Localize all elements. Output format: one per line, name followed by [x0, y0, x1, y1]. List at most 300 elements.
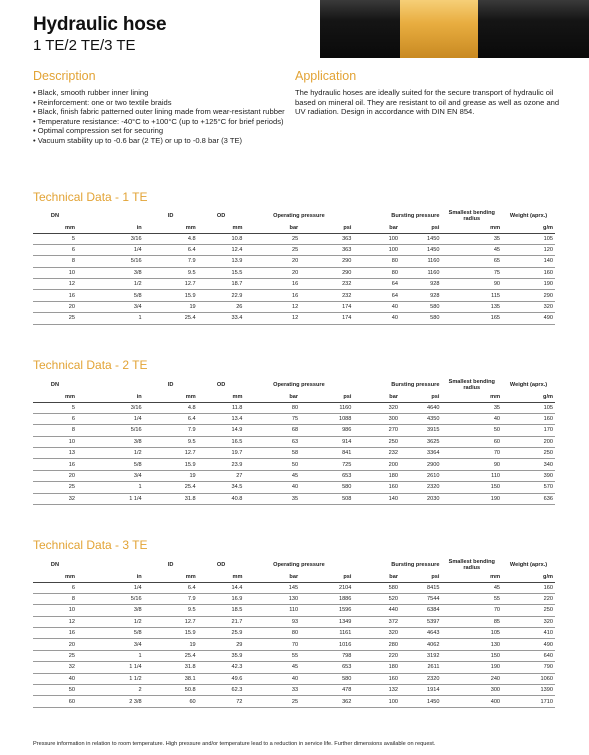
list-item: • Black, finish fabric patterned outer lining made from wear-resistant rubber	[33, 107, 288, 117]
table-cell: 320	[353, 402, 400, 413]
table-cell: 1 1/4	[77, 493, 144, 504]
table-cell: 115	[441, 290, 502, 301]
table-cell: 6.4	[144, 244, 198, 255]
table-cell: 160	[502, 413, 555, 424]
unit-label: in	[77, 223, 144, 233]
table-cell: 363	[300, 233, 353, 244]
hose-band	[400, 0, 478, 58]
table-cell: 45	[244, 662, 300, 673]
unit-label: bar	[353, 392, 400, 402]
table-cell: 20	[33, 301, 77, 312]
unit-label: mm	[198, 572, 245, 582]
application-text: The hydraulic hoses are ideally suited for the secure transport of hydraulic oil based on mineral oil. They are resistant to oil and grease as well as ozone and UV radiation. Design in accordance with DIN EN 854.	[295, 88, 560, 117]
table-cell: 5/8	[77, 459, 144, 470]
table-cell: 570	[502, 482, 555, 493]
table-cell: 50	[33, 685, 77, 696]
table-cell: 19	[144, 639, 198, 650]
table-cell: 3625	[400, 436, 441, 447]
table-cell: 15.9	[144, 628, 198, 639]
table-cell: 5	[33, 233, 77, 244]
table-cell: 90	[441, 279, 502, 290]
table-cell: 1160	[400, 256, 441, 267]
table-cell: 2104	[300, 582, 353, 593]
table-row	[33, 662, 555, 673]
table-cell: 240	[441, 673, 502, 684]
table-cell: 250	[502, 448, 555, 459]
table-cell: 400	[441, 696, 502, 707]
table-cell: 4062	[400, 639, 441, 650]
table-row	[33, 616, 555, 627]
table-cell: 160	[502, 582, 555, 593]
table-cell: 250	[502, 605, 555, 616]
table-row	[33, 628, 555, 639]
table-cell: 1/4	[77, 413, 144, 424]
table-cell: 270	[353, 425, 400, 436]
table-cell: 640	[502, 650, 555, 661]
table-cell: 7.9	[144, 593, 198, 604]
unit-label: bar	[353, 572, 400, 582]
unit-label: in	[77, 392, 144, 402]
table-cell: 174	[300, 301, 353, 312]
table-cell: 5397	[400, 616, 441, 627]
table-cell: 12.7	[144, 279, 198, 290]
hose-illustration	[320, 0, 589, 62]
column-header-radius: Smallest bending radius	[448, 558, 495, 571]
table-cell: 29	[198, 639, 245, 650]
page-title: Hydraulic hose	[33, 14, 167, 35]
table-cell: 25.4	[144, 482, 198, 493]
table-cell: 12	[244, 301, 300, 312]
table-cell: 130	[441, 639, 502, 650]
table-cell: 3364	[400, 448, 441, 459]
table-cell: 320	[502, 616, 555, 627]
table-row	[33, 685, 555, 696]
table-cell: 85	[441, 616, 502, 627]
table-cell: 841	[300, 448, 353, 459]
table-cell: 25	[244, 244, 300, 255]
table-cell: 5/16	[77, 593, 144, 604]
column-header-burst: Bursting pressure	[391, 212, 440, 219]
unit-label: mm	[198, 223, 245, 233]
table-cell: 72	[198, 696, 245, 707]
table-cell: 80	[353, 267, 400, 278]
table-cell: 10	[33, 605, 77, 616]
table-cell: 290	[502, 290, 555, 301]
table-cell: 60	[441, 436, 502, 447]
table-cell: 25	[33, 482, 77, 493]
table-cell: 2 3/8	[77, 696, 144, 707]
table-cell: 410	[502, 628, 555, 639]
table-cell: 35	[441, 402, 502, 413]
page-subtitle: 1 TE/2 TE/3 TE	[33, 37, 136, 54]
table-cell: 2	[77, 685, 144, 696]
table-cell: 20	[33, 639, 77, 650]
table-cell: 390	[502, 470, 555, 481]
table-cell: 798	[300, 650, 353, 661]
table-cell: 8	[33, 256, 77, 267]
table-cell: 1	[77, 482, 144, 493]
table-cell: 6.4	[144, 413, 198, 424]
table-cell: 12	[33, 279, 77, 290]
table-row	[33, 593, 555, 604]
table-cell: 45	[441, 244, 502, 255]
column-header-burst: Bursting pressure	[391, 381, 440, 388]
table-cell: 50	[441, 425, 502, 436]
table-row	[33, 233, 555, 244]
unit-label: psi	[300, 392, 353, 402]
table-cell: 63	[244, 436, 300, 447]
table-cell: 25	[33, 313, 77, 324]
table-cell: 105	[502, 233, 555, 244]
table-cell: 16	[33, 628, 77, 639]
column-header-radius: Smallest bending radius	[448, 209, 495, 222]
table-cell: 70	[441, 605, 502, 616]
table-cell: 15.5	[198, 267, 245, 278]
column-header-dn: DN	[50, 381, 60, 388]
table-cell: 580	[353, 582, 400, 593]
table-cell: 55	[441, 593, 502, 604]
tech-table-heading: Technical Data - 1 TE	[33, 190, 148, 204]
table-cell: 25	[244, 233, 300, 244]
table-cell: 25	[244, 696, 300, 707]
unit-label: g/m	[502, 572, 555, 582]
table-row	[33, 313, 555, 324]
unit-label: bar	[244, 223, 300, 233]
table-cell: 31.8	[144, 493, 198, 504]
table-cell: 363	[300, 244, 353, 255]
table-cell: 160	[353, 673, 400, 684]
table-cell: 16	[244, 279, 300, 290]
table-cell: 60	[33, 696, 77, 707]
table-row	[33, 448, 555, 459]
table-cell: 35	[441, 233, 502, 244]
column-header-radius: Smallest bending radius	[448, 378, 495, 391]
column-header-op: Operating pressure	[273, 212, 325, 219]
table-cell: 1/2	[77, 279, 144, 290]
unit-label: psi	[400, 572, 441, 582]
table-cell: 16	[33, 290, 77, 301]
table-cell: 8	[33, 425, 77, 436]
table-cell: 32	[33, 493, 77, 504]
unit-label: psi	[300, 223, 353, 233]
table-cell: 580	[300, 482, 353, 493]
column-header-od: OD	[216, 212, 226, 219]
table-cell: 64	[353, 279, 400, 290]
table-cell: 2900	[400, 459, 441, 470]
table-cell: 15.9	[144, 459, 198, 470]
table-cell: 220	[502, 593, 555, 604]
table-cell: 1390	[502, 685, 555, 696]
table-cell: 1160	[300, 402, 353, 413]
table-cell: 165	[441, 313, 502, 324]
table-cell: 3/8	[77, 436, 144, 447]
column-header-op: Operating pressure	[273, 561, 325, 568]
unit-label: psi	[300, 572, 353, 582]
table-cell: 45	[244, 470, 300, 481]
table-cell: 20	[244, 267, 300, 278]
table-cell: 1450	[400, 244, 441, 255]
tech-table	[33, 377, 555, 505]
column-header-weight: Weight (aprx.)	[509, 561, 548, 568]
table-row	[33, 605, 555, 616]
table-cell: 4643	[400, 628, 441, 639]
table-cell: 80	[353, 256, 400, 267]
table-cell: 40	[353, 313, 400, 324]
footnote: Pressure information in relation to room temperature. High pressure and/or temperature lead to a reduction in service life. Further dimensions available on request.	[33, 741, 436, 747]
table-cell: 18.7	[198, 279, 245, 290]
tech-table	[33, 208, 555, 325]
table-cell: 13	[33, 448, 77, 459]
table-cell: 70	[244, 639, 300, 650]
table-cell: 40	[353, 301, 400, 312]
table-cell: 3/4	[77, 470, 144, 481]
table-row	[33, 582, 555, 593]
table-row	[33, 696, 555, 707]
table-cell: 928	[400, 290, 441, 301]
table-cell: 100	[353, 696, 400, 707]
table-cell: 300	[353, 413, 400, 424]
table-cell: 440	[353, 605, 400, 616]
unit-label: mm	[198, 392, 245, 402]
table-cell: 93	[244, 616, 300, 627]
table-cell: 1914	[400, 685, 441, 696]
table-cell: 40	[33, 673, 77, 684]
table-cell: 12.7	[144, 616, 198, 627]
table-cell: 1 1/2	[77, 673, 144, 684]
column-header-burst: Bursting pressure	[391, 561, 440, 568]
table-cell: 16	[33, 459, 77, 470]
table-cell: 3/16	[77, 402, 144, 413]
table-cell: 580	[400, 313, 441, 324]
table-cell: 1886	[300, 593, 353, 604]
description-heading: Description	[33, 69, 96, 83]
table-cell: 8	[33, 593, 77, 604]
table-cell: 636	[502, 493, 555, 504]
table-cell: 174	[300, 313, 353, 324]
column-header-id: ID	[167, 212, 174, 219]
unit-label: mm	[33, 572, 77, 582]
table-cell: 120	[502, 244, 555, 255]
table-cell: 1/2	[77, 448, 144, 459]
table-cell: 19.7	[198, 448, 245, 459]
table-cell: 60	[144, 696, 198, 707]
table-cell: 16	[244, 290, 300, 301]
table-cell: 190	[441, 493, 502, 504]
table-cell: 1/4	[77, 244, 144, 255]
table-cell: 7.9	[144, 425, 198, 436]
table-cell: 45	[441, 582, 502, 593]
table-cell: 5/16	[77, 425, 144, 436]
column-header-empty	[77, 377, 144, 392]
table-cell: 3/4	[77, 639, 144, 650]
table-cell: 180	[353, 662, 400, 673]
unit-label: in	[77, 572, 144, 582]
table-cell: 372	[353, 616, 400, 627]
table-cell: 18.5	[198, 605, 245, 616]
tech-table	[33, 557, 555, 708]
table-cell: 65	[441, 256, 502, 267]
table-cell: 11.8	[198, 402, 245, 413]
column-header-id: ID	[167, 561, 174, 568]
table-cell: 40	[244, 482, 300, 493]
unit-label: mm	[441, 223, 502, 233]
table-cell: 49.6	[198, 673, 245, 684]
table-cell: 14.4	[198, 582, 245, 593]
table-cell: 3/4	[77, 301, 144, 312]
table-cell: 3/8	[77, 267, 144, 278]
table-cell: 725	[300, 459, 353, 470]
table-cell: 25	[33, 650, 77, 661]
unit-label: mm	[33, 223, 77, 233]
table-cell: 1016	[300, 639, 353, 650]
table-cell: 1596	[300, 605, 353, 616]
table-cell: 34.5	[198, 482, 245, 493]
unit-label: psi	[400, 392, 441, 402]
unit-label: bar	[353, 223, 400, 233]
table-cell: 150	[441, 650, 502, 661]
table-cell: 62.3	[198, 685, 245, 696]
table-cell: 928	[400, 279, 441, 290]
table-cell: 320	[502, 301, 555, 312]
table-cell: 105	[441, 628, 502, 639]
table-cell: 340	[502, 459, 555, 470]
table-cell: 40	[441, 413, 502, 424]
table-cell: 38.1	[144, 673, 198, 684]
unit-label: mm	[144, 223, 198, 233]
table-cell: 490	[502, 639, 555, 650]
table-cell: 3/16	[77, 233, 144, 244]
table-cell: 80	[244, 628, 300, 639]
table-row	[33, 493, 555, 504]
description-list	[33, 88, 288, 146]
table-cell: 1 1/4	[77, 662, 144, 673]
table-cell: 2030	[400, 493, 441, 504]
unit-label: bar	[244, 572, 300, 582]
table-cell: 1349	[300, 616, 353, 627]
table-cell: 5/16	[77, 256, 144, 267]
tech-table-heading: Technical Data - 3 TE	[33, 538, 148, 552]
table-cell: 23.9	[198, 459, 245, 470]
table-cell: 4.8	[144, 402, 198, 413]
column-header-od: OD	[216, 561, 226, 568]
table-row	[33, 436, 555, 447]
table-cell: 13.9	[198, 256, 245, 267]
table-row	[33, 256, 555, 267]
table-cell: 35	[244, 493, 300, 504]
table-cell: 200	[353, 459, 400, 470]
table-cell: 20	[244, 256, 300, 267]
table-row	[33, 673, 555, 684]
table-cell: 280	[353, 639, 400, 650]
table-cell: 130	[244, 593, 300, 604]
table-cell: 1	[77, 650, 144, 661]
table-cell: 150	[441, 482, 502, 493]
table-cell: 110	[244, 605, 300, 616]
column-header-op: Operating pressure	[273, 381, 325, 388]
table-cell: 33.4	[198, 313, 245, 324]
table-cell: 19	[144, 470, 198, 481]
table-cell: 21.7	[198, 616, 245, 627]
table-cell: 20	[33, 470, 77, 481]
table-cell: 6	[33, 413, 77, 424]
table-cell: 1450	[400, 233, 441, 244]
list-item: • Vacuum stability up to -0.6 bar (2 TE) or up to -0.8 bar (3 TE)	[33, 136, 288, 146]
table-cell: 232	[300, 290, 353, 301]
table-cell: 180	[353, 470, 400, 481]
table-cell: 35.9	[198, 650, 245, 661]
table-row	[33, 459, 555, 470]
table-row	[33, 301, 555, 312]
table-cell: 100	[353, 244, 400, 255]
table-cell: 1	[77, 313, 144, 324]
table-cell: 135	[441, 301, 502, 312]
table-cell: 1710	[502, 696, 555, 707]
table-row	[33, 482, 555, 493]
table-cell: 50.8	[144, 685, 198, 696]
column-header-weight: Weight (aprx.)	[509, 212, 548, 219]
table-cell: 16.5	[198, 436, 245, 447]
table-cell: 653	[300, 662, 353, 673]
table-cell: 140	[502, 256, 555, 267]
table-row	[33, 279, 555, 290]
table-cell: 200	[502, 436, 555, 447]
table-cell: 4640	[400, 402, 441, 413]
table-row	[33, 425, 555, 436]
unit-label: mm	[441, 392, 502, 402]
table-cell: 3/8	[77, 605, 144, 616]
table-cell: 5	[33, 402, 77, 413]
table-cell: 12.4	[198, 244, 245, 255]
table-cell: 580	[400, 301, 441, 312]
application-heading: Application	[295, 69, 357, 83]
table-cell: 6	[33, 244, 77, 255]
table-cell: 140	[353, 493, 400, 504]
table-row	[33, 650, 555, 661]
table-cell: 6.4	[144, 582, 198, 593]
table-cell: 4.8	[144, 233, 198, 244]
table-row	[33, 402, 555, 413]
table-cell: 9.5	[144, 605, 198, 616]
unit-label: psi	[400, 223, 441, 233]
table-cell: 10	[33, 436, 77, 447]
table-cell: 100	[353, 233, 400, 244]
table-row	[33, 413, 555, 424]
table-cell: 42.3	[198, 662, 245, 673]
table-cell: 25.4	[144, 650, 198, 661]
table-cell: 31.8	[144, 662, 198, 673]
table-cell: 10	[33, 267, 77, 278]
table-cell: 290	[300, 256, 353, 267]
table-cell: 986	[300, 425, 353, 436]
table-cell: 19	[144, 301, 198, 312]
table-row	[33, 244, 555, 255]
table-cell: 105	[502, 402, 555, 413]
table-cell: 14.9	[198, 425, 245, 436]
table-cell: 22.9	[198, 290, 245, 301]
table-row	[33, 470, 555, 481]
table-row	[33, 290, 555, 301]
table-cell: 220	[353, 650, 400, 661]
table-cell: 13.4	[198, 413, 245, 424]
hose-image	[320, 0, 589, 62]
table-cell: 3192	[400, 650, 441, 661]
table-cell: 4350	[400, 413, 441, 424]
table-row	[33, 639, 555, 650]
table-cell: 1160	[400, 267, 441, 278]
table-cell: 5/8	[77, 290, 144, 301]
unit-label: g/m	[502, 223, 555, 233]
table-cell: 1/2	[77, 616, 144, 627]
